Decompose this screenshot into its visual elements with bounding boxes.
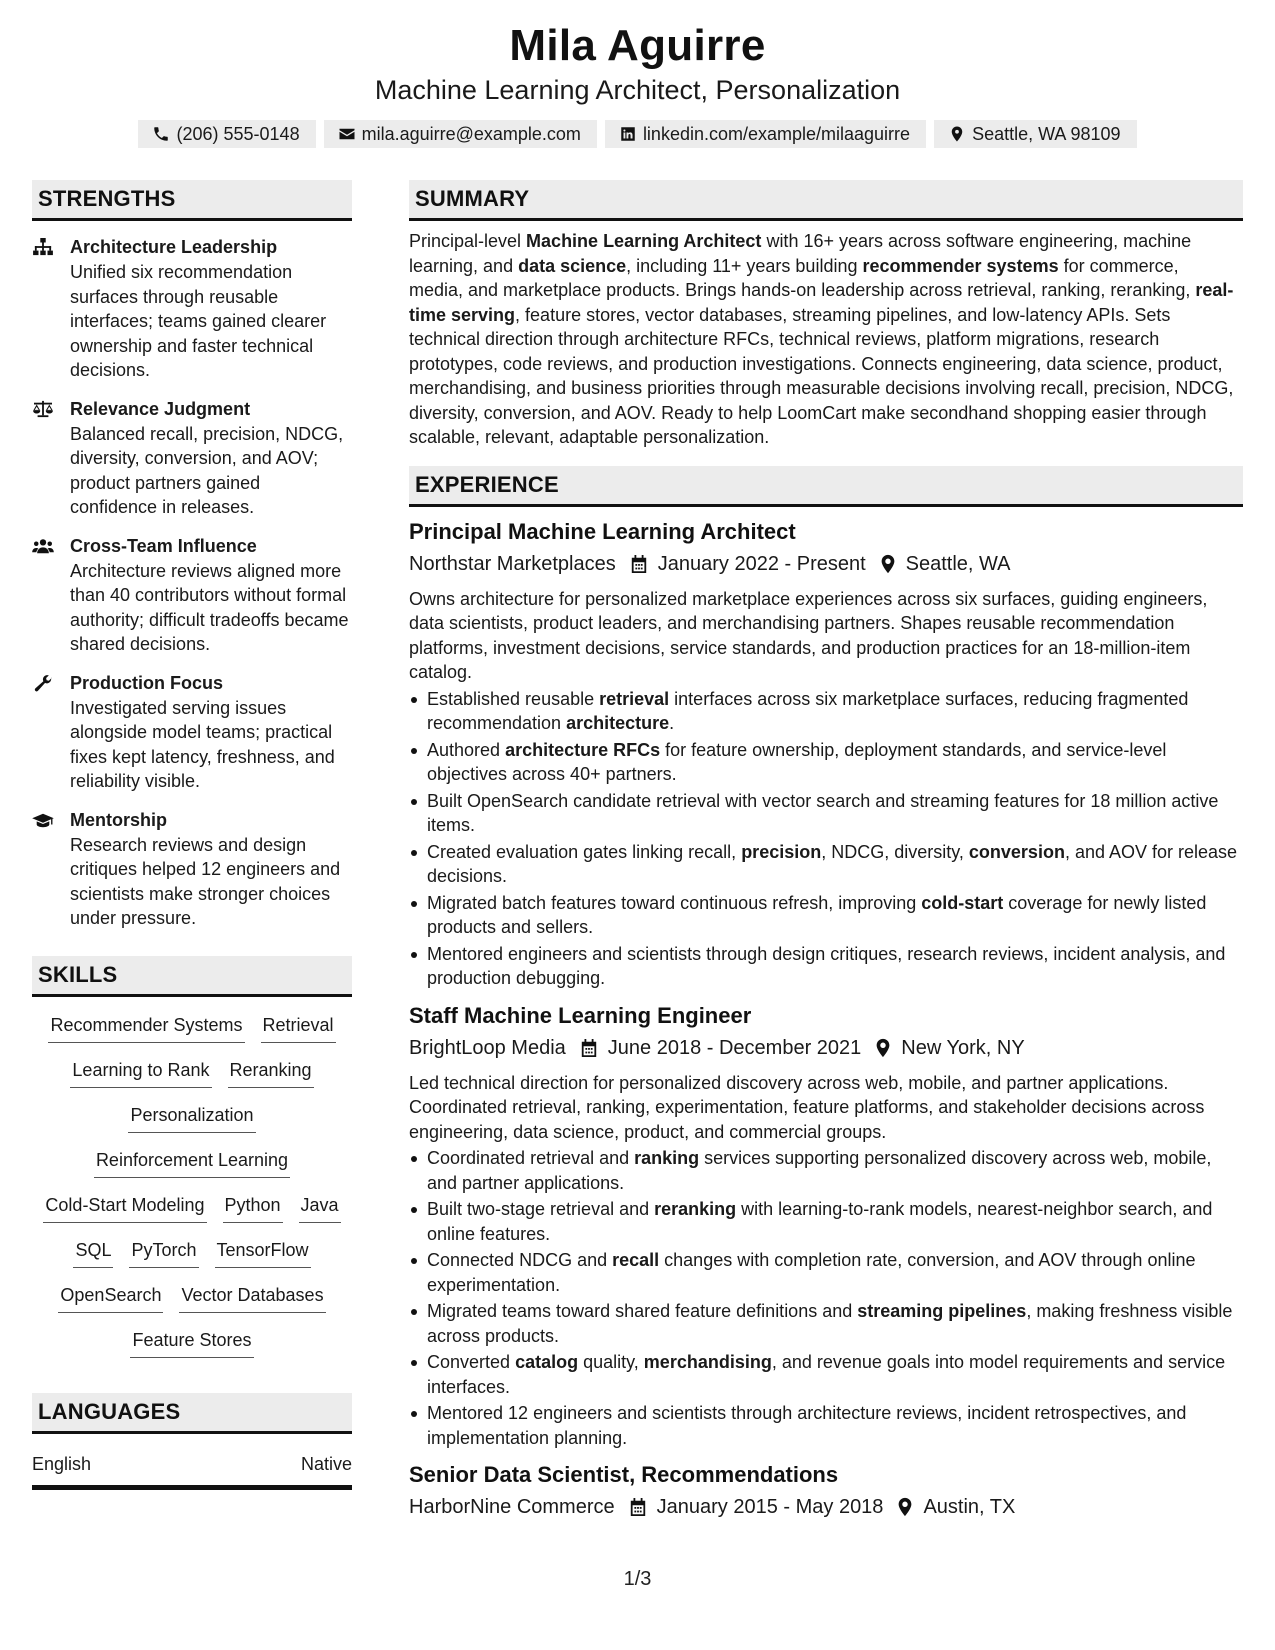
job-dates: January 2022 - Present	[657, 552, 866, 575]
skills-heading: SKILLS	[32, 956, 352, 997]
job-meta	[409, 1492, 1243, 1522]
job-title: Principal Machine Learning Architect	[409, 518, 796, 544]
job-entry	[409, 1460, 1243, 1522]
job-bullet: Mentored 12 engineers and scientists through architecture reviews, incident retrospectives, and implementation planning.	[409, 1401, 1243, 1450]
candidate-name: Mila Aguirre	[509, 21, 766, 70]
experience-heading: EXPERIENCE	[409, 466, 1243, 507]
strength-title: Architecture Leadership	[70, 237, 278, 257]
job-company: Northstar Marketplaces	[409, 552, 616, 575]
skill-tag: Personalization	[128, 1103, 255, 1133]
skill-row	[36, 1013, 348, 1058]
resume-header	[0, 0, 1275, 148]
job-company: HarborNine Commerce	[409, 1496, 615, 1518]
job-location: Seattle, WA	[905, 552, 1011, 575]
skill-tag: Retrieval	[261, 1013, 336, 1043]
skill-row	[36, 1103, 348, 1148]
job-location: Austin, TX	[923, 1496, 1016, 1518]
skill-row	[36, 1193, 348, 1238]
strength-desc: Balanced recall, precision, NDCG, diversity, conversion, and AOV; product partners gained confidence in releases.	[70, 423, 344, 517]
strength-item	[32, 808, 352, 931]
summary-text: Principal-level Machine Learning Architect with 16+ years across software engineering, machine learning, and data science, including 11+ years building recommender systems for commerce, media, and marketplace products. Brings hands-on leadership across retrieval, ranking, reranking, real-time serving, feature stores, vector databases, streaming pipelines, and low-latency APIs. Sets technical direction through architecture RFCs, technical reviews, platform migrations, research prototypes, code reviews, and production investigations. Connects engineering, data science, product, merchandising, and business priorities through measurable decisions involving recall, precision, NDCG, diversity, conversion, and AOV. Ready to help LoomCart make secondhand shopping easier through scalable, relevant, adaptable personalization.	[409, 231, 1234, 447]
calendar-icon	[630, 554, 648, 574]
users-icon	[32, 537, 54, 555]
skill-tag: Reranking	[228, 1058, 314, 1088]
job-dates: January 2015 - May 2018	[656, 1496, 884, 1518]
scale-icon	[32, 400, 54, 418]
skill-tag: Feature Stores	[130, 1328, 253, 1358]
skill-row	[36, 1328, 348, 1373]
contact-bar	[0, 120, 1275, 148]
strength-item	[32, 397, 352, 520]
job-bullet: Migrated teams toward shared feature definitions and streaming pipelines, making freshness visible across products.	[409, 1299, 1243, 1348]
skills-list	[32, 1013, 352, 1373]
job-entry	[409, 1001, 1243, 1451]
job-bullet: Coordinated retrieval and ranking services supporting personalized discovery across web, mobile, and partner applications.	[409, 1146, 1243, 1195]
job-title: Staff Machine Learning Engineer	[409, 1002, 752, 1028]
graduation-cap-icon	[32, 811, 54, 829]
strength-desc: Unified six recommendation surfaces through reusable interfaces; teams gained clearer ownership and faster technical decisions.	[70, 262, 327, 380]
contact-location-text: Seattle, WA 98109	[972, 123, 1121, 144]
strength-desc: Architecture reviews aligned more than 40 contributors without formal authority; difficult tradeoffs became shared decisions.	[70, 560, 349, 654]
strength-item	[32, 534, 352, 657]
skill-tag: Python	[223, 1193, 283, 1223]
contact-linkedin[interactable]	[605, 120, 926, 148]
job-bullet: Built OpenSearch candidate retrieval with vector search and streaming features for 18 million active items.	[409, 789, 1243, 838]
job-description: Owns architecture for personalized marketplace experiences across six surfaces, guiding engineers, data scientists, product leaders, and merchandising partners. Shapes reusable recommendation platforms, investment decisions, service standards, and production practices for an 18-million-item catalog.	[409, 588, 1208, 682]
left-column	[32, 180, 352, 1490]
candidate-title: Machine Learning Architect, Personalization	[374, 75, 901, 106]
linkedin-icon	[619, 125, 637, 143]
skill-tag: OpenSearch	[58, 1283, 163, 1313]
skill-tag: TensorFlow	[215, 1238, 311, 1268]
skill-tag: SQL	[73, 1238, 113, 1268]
contact-email[interactable]	[324, 120, 597, 148]
strength-item	[32, 235, 352, 383]
skill-tag: Vector Databases	[179, 1283, 325, 1313]
job-description: Led technical direction for personalized discovery across web, mobile, and partner applications. Coordinated retrieval, ranking, experimentation, feature platforms, and stakeholder decisions across engineering, data science, product, and commercial groups.	[409, 1072, 1205, 1142]
skill-tag: Recommender Systems	[48, 1013, 244, 1043]
wrench-icon	[32, 674, 54, 692]
job-bullet: Converted catalog quality, merchandising, and revenue goals into model requirements and service interfaces.	[409, 1350, 1243, 1399]
job-bullet: Mentored engineers and scientists through design critiques, research reviews, incident analysis, and production debugging.	[409, 942, 1243, 991]
skill-row	[36, 1238, 348, 1283]
language-name: English	[32, 1453, 92, 1474]
job-bullet: Established reusable retrieval interfaces across six marketplace surfaces, reducing fragmented recommendation architecture.	[409, 687, 1243, 736]
language-level: Native	[300, 1453, 352, 1474]
job-bullet: Built two-stage retrieval and reranking with learning-to-rank models, nearest-neighbor search, and online features.	[409, 1197, 1243, 1246]
strength-desc: Investigated serving issues alongside model teams; practical fixes kept latency, freshness, and reliability visible.	[70, 697, 335, 791]
skill-tag: Learning to Rank	[70, 1058, 211, 1088]
page-number: 1/3	[623, 1568, 652, 1590]
contact-phone[interactable]	[138, 120, 315, 148]
contact-phone-text: (206) 555-0148	[176, 123, 300, 144]
languages-heading: LANGUAGES	[32, 1393, 352, 1434]
strength-desc: Research reviews and design critiques helped 12 engineers and scientists make stronger choices under pressure.	[70, 834, 341, 928]
envelope-icon	[338, 125, 356, 143]
sitemap-icon	[32, 238, 54, 256]
experience-list	[409, 517, 1243, 1523]
strength-title: Relevance Judgment	[70, 398, 251, 419]
strength-item	[32, 671, 352, 794]
contact-linkedin-text: linkedin.com/example/milaaguirre	[642, 123, 911, 144]
skill-tag: Java	[299, 1193, 341, 1223]
job-company: BrightLoop Media	[409, 1036, 566, 1059]
job-dates: June 2018 - December 2021	[607, 1036, 862, 1059]
job-bullets	[409, 687, 1243, 991]
summary-heading: SUMMARY	[409, 180, 1243, 221]
contact-email-text: mila.aguirre@example.com	[361, 123, 581, 144]
job-entry	[409, 517, 1243, 991]
map-pin-icon	[880, 554, 896, 574]
job-location: New York, NY	[901, 1036, 1025, 1059]
skill-tag: Cold-Start Modeling	[43, 1193, 206, 1223]
job-bullet: Authored architecture RFCs for feature ownership, deployment standards, and service-level objectives across 40+ partners.	[409, 738, 1243, 787]
job-bullet: Created evaluation gates linking recall, precision, NDCG, diversity, conversion, and AOV for release decisions.	[409, 840, 1243, 889]
map-pin-icon	[897, 1497, 913, 1517]
job-bullet: Connected NDCG and recall changes with completion rate, conversion, and AOV through online experimentation.	[409, 1248, 1243, 1297]
skill-row	[36, 1283, 348, 1328]
contact-location	[934, 120, 1136, 148]
skill-row	[36, 1148, 348, 1193]
map-pin-icon	[875, 1038, 891, 1058]
job-bullet: Migrated batch features toward continuous refresh, improving cold-start coverage for newly listed products and sellers.	[409, 891, 1243, 940]
phone-icon	[152, 125, 170, 143]
languages-section	[32, 1393, 352, 1490]
skill-tag: Reinforcement Learning	[94, 1148, 290, 1178]
strength-title: Production Focus	[70, 672, 223, 693]
calendar-icon	[580, 1038, 598, 1058]
language-row	[32, 1434, 352, 1490]
job-bullets	[409, 1146, 1243, 1450]
skill-row	[36, 1058, 348, 1103]
right-column	[409, 180, 1243, 1522]
job-title: Senior Data Scientist, Recommendations	[409, 1462, 839, 1487]
strength-title: Cross-Team Influence	[70, 535, 257, 556]
job-meta	[409, 1033, 1243, 1063]
map-pin-icon	[948, 125, 966, 143]
job-meta	[409, 549, 1243, 579]
strength-title: Mentorship	[70, 809, 167, 830]
calendar-icon	[629, 1497, 647, 1517]
skill-tag: PyTorch	[129, 1238, 198, 1268]
strengths-heading: STRENGTHS	[32, 180, 352, 221]
